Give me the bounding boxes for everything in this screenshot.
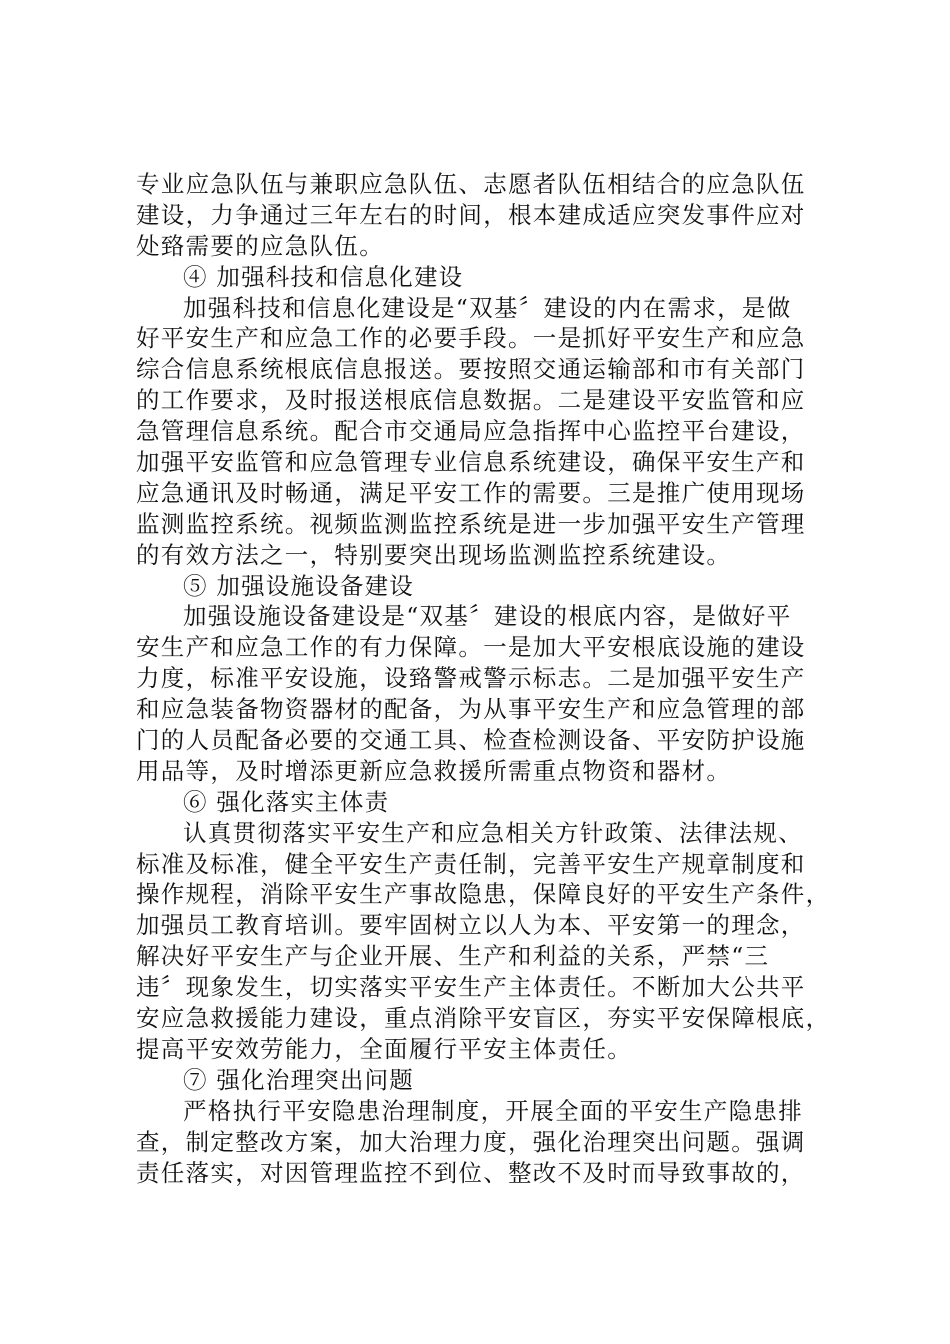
paragraph-main-responsibility <box>136 818 831 1065</box>
heading-text: ④ 加强科技和信息化建设 <box>183 262 464 291</box>
text-line: 综合信息系统根底信息报送。要按照交通运输部和市有关部门 <box>136 355 806 384</box>
text-line: 认真贯彻落实平安生产和应急相关方针政策、法律法规、 <box>183 818 803 847</box>
paragraph-continuation <box>136 169 826 262</box>
text-line: 应急通讯及时畅通，满足平安工作的需要。三是推广使用现场 <box>136 478 806 507</box>
text-line: 加强设施设备建设是“双基〞建设的根底内容，是做好平 <box>183 602 792 631</box>
heading-text: ⑤ 加强设施设备建设 <box>183 571 414 600</box>
text-line: 查，制定整改方案，加大治理力度，强化治理突出问题。强调 <box>136 1127 806 1156</box>
section-heading-6 <box>136 787 826 818</box>
text-line: 标准及标准，健全平安生产责任制，完善平安生产规章制度和 <box>136 849 806 878</box>
text-line: 安应急救援能力建设，重点消除平安盲区，夯实平安保障根底， <box>136 1004 831 1033</box>
text-line: 加强员工教育培训。要牢固树立以人为本、平安第一的理念， <box>136 911 806 940</box>
text-line: 加强平安监管和应急管理专业信息系统建设，确保平安生产和 <box>136 448 806 477</box>
text-line: 力度，标准平安设施，设臵警戒警示标志。二是加强平安生产 <box>136 664 806 693</box>
heading-text: ⑥ 强化落实主体责 <box>183 787 390 816</box>
heading-text: ⑦ 强化治理突出问题 <box>183 1065 414 1094</box>
text-line: 解决好平安生产与企业开展、生产和利益的关系，严禁“三 <box>136 942 770 971</box>
text-line: 监测监控系统。视频监测监控系统是进一步加强平安生产管理 <box>136 509 806 538</box>
text-line: 责任落实，对因管理监控不到位、整改不及时而导致事故的， <box>136 1158 806 1187</box>
paragraph-facilities-equipment <box>136 601 826 786</box>
text-line: 建设，力争通过三年左右的时间，根本建成适应突发事件应对 <box>136 200 806 229</box>
section-heading-7 <box>136 1065 826 1096</box>
text-line: 操作规程，消除平安生产事故隐患，保障良好的平安生产条件， <box>136 880 831 909</box>
document-body <box>136 169 831 1188</box>
text-line: 违〞现象发生，切实落实平安生产主体责任。不断加大公共平 <box>136 973 806 1002</box>
paragraph-hazard-governance <box>136 1096 826 1189</box>
text-line: 门的人员配备必要的交通工具、检查检测设备、平安防护设施 <box>136 726 806 755</box>
text-line: 严格执行平安隐患治理制度，开展全面的平安生产隐患排 <box>183 1096 803 1125</box>
section-heading-5 <box>136 571 826 602</box>
text-line: 的有效方法之一，特别要突出现场监测监控系统建设。 <box>136 540 732 569</box>
text-line: 专业应急队伍与兼职应急队伍、志愿者队伍相结合的应急队伍 <box>136 170 806 198</box>
text-line: 急管理信息系统。配合市交通局应急指挥中心监控平台建设， <box>136 417 806 446</box>
section-heading-4 <box>136 262 826 293</box>
text-line: 安生产和应急工作的有力保障。一是加大平安根底设施的建设 <box>136 633 806 662</box>
text-line: 和应急装备物资器材的配备，为从事平安生产和应急管理的部 <box>136 695 806 724</box>
text-line: 的工作要求，及时报送根底信息数据。二是建设平安监管和应 <box>136 386 806 415</box>
text-line: 处臵需要的应急队伍。 <box>136 231 384 260</box>
text-line: 用品等，及时增添更新应急救援所需重点物资和器材。 <box>136 756 732 785</box>
paragraph-tech-informatization <box>136 293 826 571</box>
text-line: 好平安生产和应急工作的必要手段。一是抓好平安生产和应急 <box>136 324 806 353</box>
text-line: 加强科技和信息化建设是“双基〞建设的内在需求，是做 <box>183 293 792 322</box>
text-line: 提高平安效劳能力，全面履行平安主体责任。 <box>136 1034 632 1063</box>
